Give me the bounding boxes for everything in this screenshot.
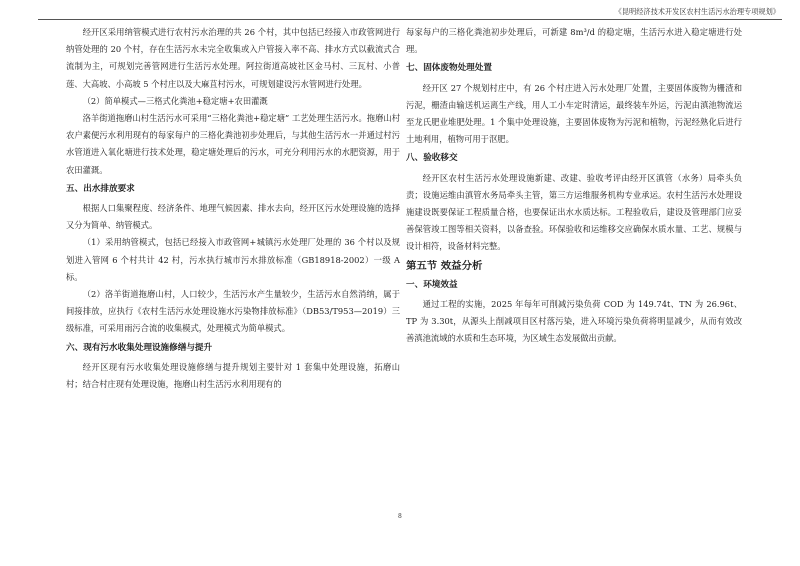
paragraph: 洛羊街道拖磨山村生活污水可采用“三格化粪池+稳定塘” 工艺处理生活污水。拖磨山村农户素便污水利用现有的每家每户的三格化粪池初步处理后，与其他生活污水一并通过村污水管道进入氧化塘进行技术处理，稳定塘处理后的污水，可充分利用污水的水肥资源，用于农田灌溉。 <box>66 113 400 175</box>
paragraph: 经开区 27 个规划村庄中，有 26 个村庄进入污水处理厂处置，主要固体废物为栅渣和污泥，栅渣由输送机运离生产线，用人工小车定时清运，最终装车外运，污泥由滇池物流运至龙氏肥业堆肥处理。1 个集中处理设施，主要固体废物为污泥和植物，污泥经熟化后进行土地利用，植物可用于沤肥。 <box>406 82 742 145</box>
paragraph: 经开区农村生活污水处理设施新建、改建、验收考评由经开区滇管（水务）局牵头负责；设施运维由滇管水务局牵头主管，第三方运维服务机构专业承运。农村生活污水处理设施建设既要保证工程质量合格，也要保证出水水质达标。工程验收后，建设及管理部门应妥善保管竣工图等相关资料，以备查验。环保验收和运维移交应确保水质水量、工艺、规模与设计相符，设备材料完整。 <box>406 172 742 252</box>
section-heading: 第五节 效益分析 <box>406 259 483 272</box>
paragraph: 经开区现有污水收集处理设施修缮与提升规划主要针对 1 套集中处理设施，拓磨山村；结合村庄现有处理设施，拖磨山村生活污水利用现有的 <box>66 361 400 390</box>
header-rule <box>38 19 782 20</box>
left-column <box>66 24 400 393</box>
subsection-heading: 八、验收移交 <box>406 153 458 164</box>
subsection-heading: 一、环境效益 <box>406 279 458 290</box>
paragraph: 根据人口集聚程度、经济条件、地理气候因素、排水去向，经开区污水处理设施的选择又分为简单、纳管模式。 <box>66 203 400 231</box>
page-header <box>0 6 800 20</box>
paragraph: 通过工程的实施，2025 年每年可削减污染负荷 COD 为 149.74t、TN 为 26.96t、TP 为 3.30t，从源头上削减项目区村落污染，进入环境污染负荷将明显减少，从而有效改善滇池流域的水质和生态环境，为区域生态发展做出贡献。 <box>406 299 742 344</box>
mode-subheading: （2）简单模式—三格式化粪池+稳定塘+农田灌溉 <box>82 95 268 106</box>
paragraph-continued: 每家每户的三格化粪池初步处理后，可新建 8m³/d 的稳定塘，生活污水进入稳定塘进行处理。 <box>406 27 742 55</box>
subsection-heading: 五、出水排放要求 <box>66 183 135 194</box>
paragraph: 经开区采用纳管模式进行农村污水治理的共 26 个村，其中包括已经接入市政管网进行纳管处理的 20 个村，存在生活污水未完全收集或入户管接入率不高、排水方式以截流式合流制为主，可规划完善管网进行生活污水处理。阿拉街道高坡社区金马村、三瓦村、小普莲、大高坡、小高坡 5 个村庄以及大麻苴村污水，可规划建设污水管网进行处理。 <box>66 27 400 89</box>
subsection-heading: 六、现有污水收集处理设施修缮与提升 <box>66 342 213 353</box>
right-column <box>406 24 742 348</box>
paragraph: （2）洛羊街道拖磨山村，人口较少，生活污水产生量较少，生活污水自然消纳，属于间接排放，应执行《农村生活污水处理设施水污染物排放标准》（DB53/T953—2019）三级标准，可采用雨污合流的收集模式，处理模式为简单模式。 <box>66 289 400 334</box>
page-number: 8 <box>398 513 402 520</box>
paragraph: （1）采用纳管模式，包括已经接入市政管网+城镇污水处理厂处理的 36 个村以及规划进入管网 6 个村共计 42 村，污水执行城市污水排放标准（GB18918-2002）一级 A 标。 <box>66 237 400 282</box>
subsection-heading: 七、固体废物处理处置 <box>406 63 492 74</box>
header-title: 《昆明经济技术开发区农村生活污水治理专项规划》 <box>614 7 780 16</box>
